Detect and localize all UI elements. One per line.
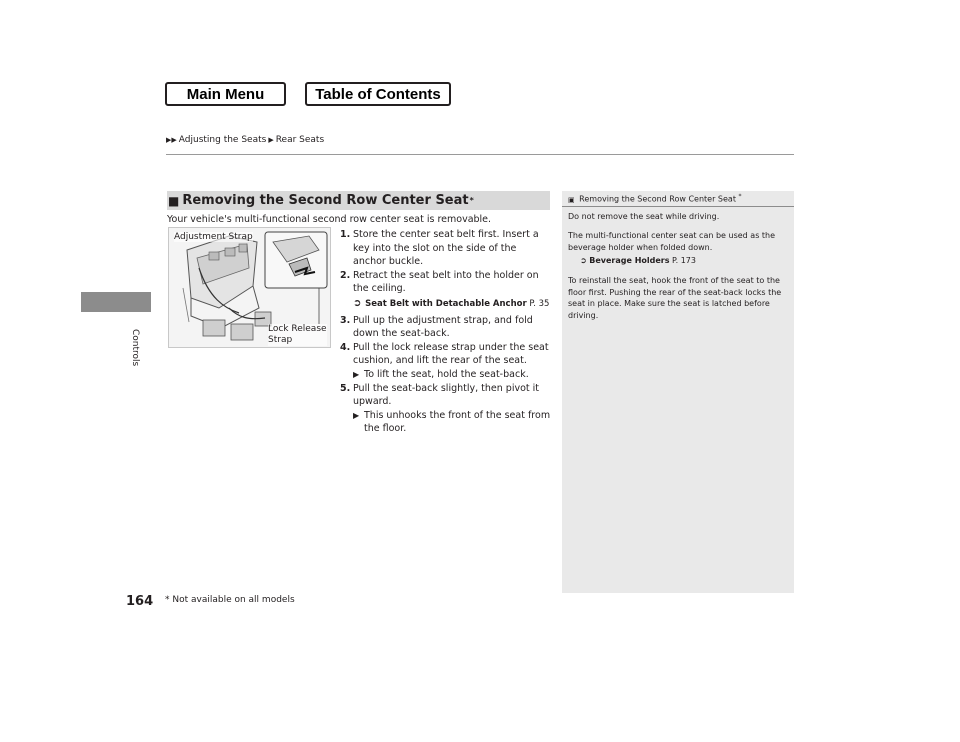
xref-arrow-icon: ➲ <box>580 256 587 266</box>
seat-illustration <box>168 227 331 348</box>
step-item <box>340 314 552 341</box>
step-substep <box>353 409 552 436</box>
step-item <box>340 228 552 269</box>
xref-title: Beverage Holders <box>589 256 670 266</box>
chapter-label: Controls <box>130 329 140 367</box>
substep-text: To lift the seat, hold the seat-back. <box>364 368 529 380</box>
breadcrumb-arrow-icon: ▶▶ <box>166 136 177 144</box>
xref-beverage-holders[interactable] <box>568 255 788 267</box>
step-text: Retract the seat belt into the holder on the ceiling. <box>353 269 539 295</box>
substep-arrow-icon: ▶ <box>353 410 360 420</box>
adjustment-strap-label: Adjustment Strap <box>174 232 253 242</box>
note-paragraph: To reinstall the seat, hook the front of the seat to the floor first. Pushing the rear of the seat-back locks the seat in place. Make sure the seat is latched before driving. <box>568 276 782 320</box>
lock-release-label-line1: Lock Release <box>268 324 327 334</box>
intro-text: Your vehicle's multi-functional second row center seat is removable. <box>167 214 492 225</box>
step-item <box>340 382 552 436</box>
note-title-text: Removing the Second Row Center Seat <box>579 194 736 204</box>
step-list <box>340 228 552 436</box>
step-item <box>340 269 552 312</box>
note-paragraph: Do not remove the seat while driving. <box>568 211 720 221</box>
breadcrumb-item-rear-seats[interactable]: Rear Seats <box>275 135 325 145</box>
note-asterisk: * <box>738 193 742 200</box>
substep-arrow-icon: ▶ <box>353 369 360 379</box>
step-text: Pull the seat-back slightly, then pivot it upward. <box>353 382 540 408</box>
step-item <box>340 341 552 382</box>
chapter-tab <box>81 292 151 312</box>
footnote: * Not available on all models <box>165 595 295 605</box>
section-asterisk: * <box>469 196 474 205</box>
step-number: 1. <box>340 229 351 240</box>
xref-title: Seat Belt with Detachable Anchor <box>365 298 527 309</box>
xref-page: P. 173 <box>672 256 696 266</box>
note-title <box>562 191 794 207</box>
page-number: 164 <box>126 594 154 609</box>
step-substep <box>353 368 552 382</box>
step-number: 2. <box>340 269 351 281</box>
note-info-icon: ▣ <box>568 195 575 204</box>
lock-release-strap-label <box>268 324 327 346</box>
breadcrumb-arrow-icon: ▶ <box>268 136 274 144</box>
lock-release-label-line2: Strap <box>268 335 293 345</box>
xref-seat-belt-anchor[interactable] <box>353 297 552 312</box>
note-body <box>562 207 794 334</box>
note-panel <box>562 191 794 593</box>
table-of-contents-button[interactable]: Table of Contents <box>305 82 451 106</box>
xref-arrow-icon: ➲ <box>353 297 362 309</box>
note-paragraph: The multi-functional center seat can be used as the beverage holder when folded down. <box>568 231 776 252</box>
step-number: 4. <box>340 341 351 353</box>
section-title: Removing the Second Row Center Seat <box>182 193 469 208</box>
step-text: Pull up the adjustment strap, and fold down the seat-back. <box>353 314 533 340</box>
step-text: Pull the lock release strap under the seat cushion, and lift the rear of the seat. <box>353 341 549 367</box>
step-number: 5. <box>340 382 351 394</box>
xref-page: P. 35 <box>529 298 550 309</box>
section-heading <box>167 191 550 210</box>
step-text: Store the center seat belt first. Insert a key into the slot on the side of the anchor buckle. <box>353 229 539 268</box>
substep-text: This unhooks the front of the seat from the floor. <box>364 409 551 435</box>
square-bullet-icon: ■ <box>168 193 180 208</box>
step-number: 3. <box>340 314 351 326</box>
breadcrumb-item-adjusting-seats[interactable]: Adjusting the Seats <box>178 135 267 145</box>
breadcrumb <box>166 135 324 145</box>
main-menu-button[interactable]: Main Menu <box>165 82 286 106</box>
header-divider <box>166 154 794 155</box>
